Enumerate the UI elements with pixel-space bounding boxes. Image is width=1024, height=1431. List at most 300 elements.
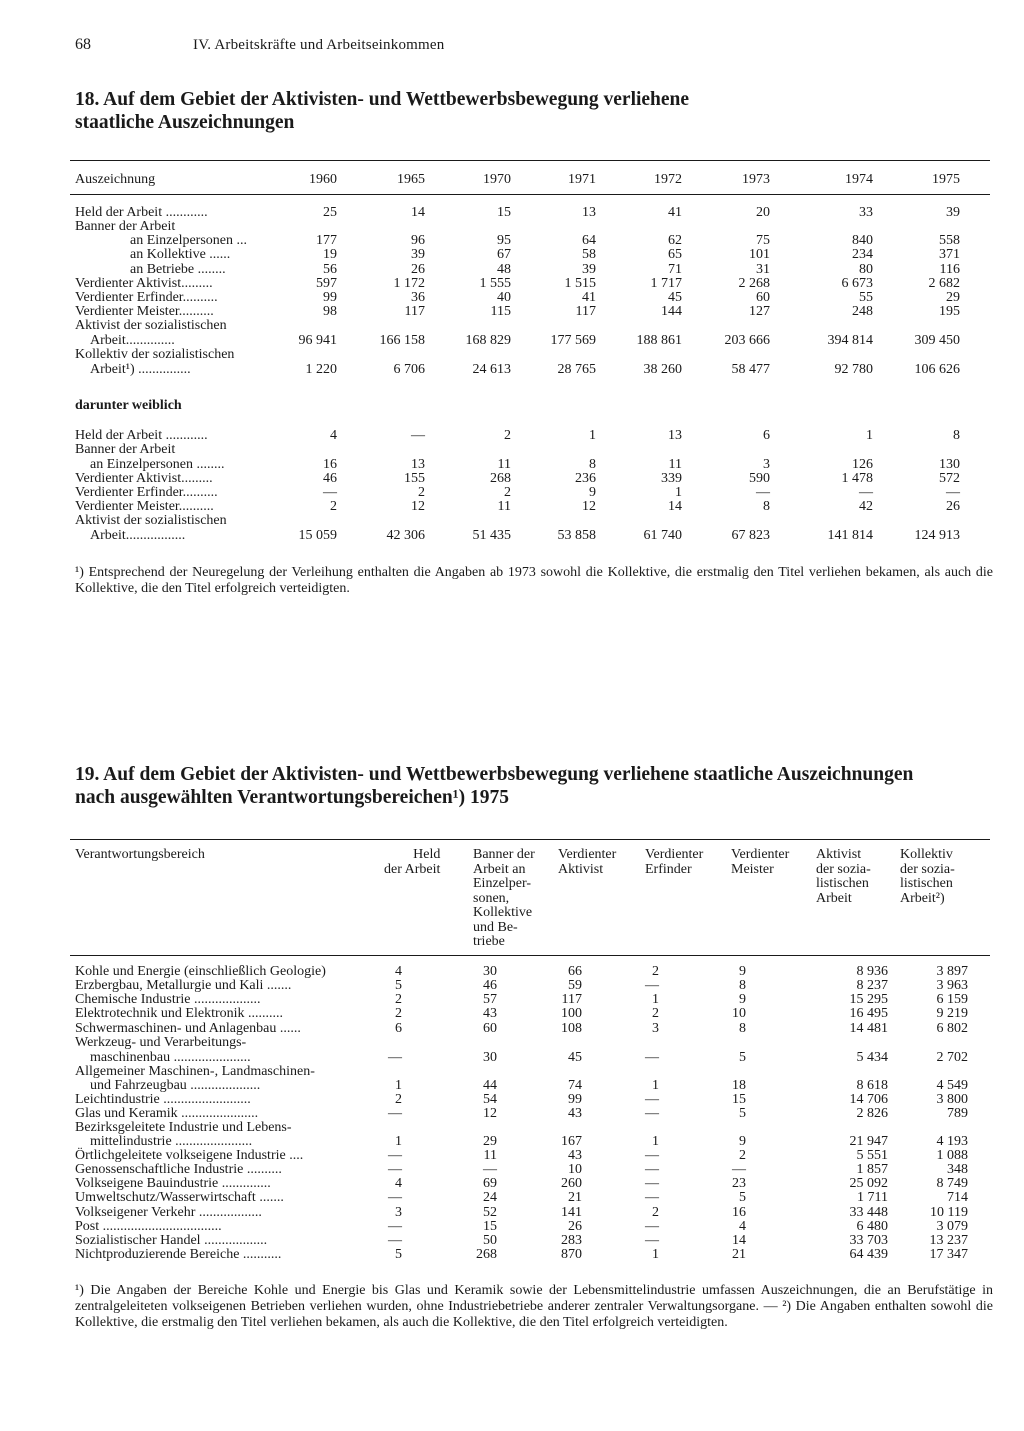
table-cell: 4 549 xyxy=(936,1078,968,1093)
table-18-footnote: ¹) Entsprechend der Neuregelung der Verleihung enthalten die Angaben ab 1973 sowohl die Kollektive, die erstmalig den Titel verliehen bekamen, als auch die Kollektive, die den Titel erfolgreich verteidigten. xyxy=(75,565,993,596)
table-cell: 21 xyxy=(732,1247,746,1262)
table-cell: 177 569 xyxy=(550,333,596,348)
table-cell: 64 439 xyxy=(849,1247,888,1262)
table-cell: 9 xyxy=(739,1134,746,1149)
table-cell: 52 xyxy=(483,1205,497,1220)
table-cell: 144 xyxy=(661,304,682,319)
table-cell: 10 119 xyxy=(930,1205,968,1220)
table-cell: 572 xyxy=(939,471,960,486)
table-cell: 5 xyxy=(739,1190,746,1205)
table-cell: 1 555 xyxy=(479,276,511,291)
table-cell: 56 xyxy=(323,262,337,277)
table-row-label: Held der Arbeit ............ xyxy=(75,205,208,220)
table-cell: 15 xyxy=(497,205,511,220)
table-cell: 24 xyxy=(483,1190,497,1205)
table-row-label: Allgemeiner Maschinen-, Landmaschinen- xyxy=(75,1064,315,1079)
table-cell: 260 xyxy=(561,1176,582,1191)
table-cell: 14 xyxy=(411,205,425,220)
table-cell: 155 xyxy=(404,471,425,486)
table-cell: 12 xyxy=(411,499,425,514)
table-cell: 1 172 xyxy=(393,276,425,291)
table-cell: 4 xyxy=(739,1219,746,1234)
table-cell: 3 800 xyxy=(936,1092,968,1107)
table-cell: 6 673 xyxy=(841,276,873,291)
table-cell: 6 xyxy=(395,1021,402,1036)
table-cell: 9 219 xyxy=(936,1006,968,1021)
table-cell: 60 xyxy=(483,1021,497,1036)
table-cell: 714 xyxy=(947,1190,968,1205)
table-cell: 2 xyxy=(418,485,425,500)
col-header-year: 1975 xyxy=(932,172,960,187)
table-cell: 1 088 xyxy=(936,1148,968,1163)
table-row-label: Örtlichgeleitete volkseigene Industrie .... xyxy=(75,1148,304,1163)
table-cell: 2 xyxy=(504,428,511,443)
table-cell: 6 802 xyxy=(936,1021,968,1036)
table-cell: 2 xyxy=(504,485,511,500)
table-cell: — xyxy=(645,1148,659,1163)
table-cell: 20 xyxy=(756,205,770,220)
table-cell: 4 xyxy=(395,1176,402,1191)
table-cell: — xyxy=(388,1106,402,1121)
table-cell: 30 xyxy=(483,964,497,979)
table-row-label: mittelindustrie ...................... xyxy=(90,1134,253,1149)
table-row-label: Leichtindustrie ......................... xyxy=(75,1092,251,1107)
table-cell: 2 xyxy=(652,964,659,979)
table-cell: 57 xyxy=(483,992,497,1007)
table-cell: 61 740 xyxy=(643,528,682,543)
table-cell: 108 xyxy=(561,1021,582,1036)
table-cell: 124 913 xyxy=(914,528,960,543)
table-cell: 106 626 xyxy=(914,362,960,377)
col-header-auszeichnung: Auszeichnung xyxy=(75,172,156,187)
table-cell: 54 xyxy=(483,1092,497,1107)
table-cell: 8 936 xyxy=(856,964,888,979)
table-cell: 100 xyxy=(561,1006,582,1021)
table-cell: 12 xyxy=(483,1106,497,1121)
table-cell: 117 xyxy=(575,304,596,319)
table-row-label: Nichtproduzierende Bereiche ........... xyxy=(75,1247,282,1262)
table-row-label: und Fahrzeugbau .................... xyxy=(90,1078,261,1093)
table-cell: 117 xyxy=(404,304,425,319)
table-cell: 339 xyxy=(661,471,682,486)
running-head: IV. Arbeitskräfte und Arbeitseinkommen xyxy=(193,37,445,53)
table-cell: 1 xyxy=(866,428,873,443)
table-cell: 2 702 xyxy=(936,1050,968,1065)
table-cell: 15 xyxy=(732,1092,746,1107)
col-header-year: 1973 xyxy=(742,172,770,187)
table-cell: 6 706 xyxy=(393,362,425,377)
table-cell: 33 703 xyxy=(849,1233,888,1248)
table-cell: 1 515 xyxy=(564,276,596,291)
table-cell: 44 xyxy=(483,1078,497,1093)
table-19-title-line2: nach ausgewählten Verantwortungsbereichen¹) 1975 xyxy=(75,787,509,808)
table-cell: 66 xyxy=(568,964,582,979)
table-cell: 2 xyxy=(395,1006,402,1021)
table-cell: 14 xyxy=(668,499,682,514)
table-cell: 45 xyxy=(668,290,682,305)
table-cell: — xyxy=(483,1162,497,1177)
table-cell: 1 717 xyxy=(650,276,682,291)
table-cell: 69 xyxy=(483,1176,497,1191)
table-cell: — xyxy=(388,1050,402,1065)
table-cell: 58 xyxy=(582,247,596,262)
table-row-label: Aktivist der sozialistischen xyxy=(75,513,227,528)
table-cell: 117 xyxy=(561,992,582,1007)
table-cell: 116 xyxy=(939,262,960,277)
table-cell: — xyxy=(388,1148,402,1163)
table-cell: 1 xyxy=(589,428,596,443)
table-row-label: Kollektiv der sozialistischen xyxy=(75,347,235,362)
table-cell: 6 xyxy=(763,428,770,443)
table-row-label: Verdienter Meister.......... xyxy=(75,499,214,514)
table-19-header-rule xyxy=(70,955,990,956)
table-cell: 26 xyxy=(411,262,425,277)
table-18-title xyxy=(75,88,815,134)
table-cell: 11 xyxy=(483,1148,497,1163)
table-cell: — xyxy=(388,1190,402,1205)
table-cell: 48 xyxy=(497,262,511,277)
table-cell: 789 xyxy=(947,1106,968,1121)
table-cell: 99 xyxy=(323,290,337,305)
table-row-label: Verdienter Erfinder.......... xyxy=(75,290,218,305)
table-cell: 167 xyxy=(561,1134,582,1149)
table-cell: 39 xyxy=(582,262,596,277)
table-row-label: an Kollektive ...... xyxy=(130,247,231,262)
table-cell: 42 306 xyxy=(386,528,425,543)
table-cell: 28 765 xyxy=(557,362,596,377)
table-cell: — xyxy=(859,485,873,500)
table-cell: 8 237 xyxy=(856,978,888,993)
table-row-label: Werkzeug- und Verarbeitungs- xyxy=(75,1035,247,1050)
table-cell: 1 xyxy=(652,992,659,1007)
table-row-label: an Einzelpersonen ... xyxy=(130,233,248,248)
table-row-label: Sozialistischer Handel .................. xyxy=(75,1233,268,1248)
table-cell: 13 237 xyxy=(929,1233,968,1248)
table-cell: 50 xyxy=(483,1233,497,1248)
table-cell: 558 xyxy=(939,233,960,248)
table-cell: 268 xyxy=(490,471,511,486)
table-cell: 1 xyxy=(652,1247,659,1262)
table-cell: 33 xyxy=(859,205,873,220)
table-row-label: Chemische Industrie ................... xyxy=(75,992,261,1007)
table-19-title-line1: 19. Auf dem Gebiet der Aktivisten- und Wettbewerbsbewegung verliehene staatliche Auszeichnungen xyxy=(75,764,914,785)
table-cell: 96 xyxy=(411,233,425,248)
table-cell: 1 xyxy=(652,1134,659,1149)
table-cell: 2 826 xyxy=(856,1106,888,1121)
table-cell: 15 059 xyxy=(298,528,337,543)
table-cell: 268 xyxy=(476,1247,497,1262)
table-cell: 9 xyxy=(589,485,596,500)
table-cell: 166 158 xyxy=(379,333,425,348)
subheader-darunter-weiblich: darunter weiblich xyxy=(75,398,182,413)
table-cell: 12 xyxy=(582,499,596,514)
table-cell: 23 xyxy=(732,1176,746,1191)
table-cell: — xyxy=(645,978,659,993)
table-cell: 203 666 xyxy=(724,333,770,348)
table-cell: — xyxy=(645,1050,659,1065)
table-cell: — xyxy=(411,428,425,443)
table-row-label: Arbeit¹) ............... xyxy=(90,362,191,377)
table-cell: 96 941 xyxy=(298,333,337,348)
table-cell: 99 xyxy=(568,1092,582,1107)
table-cell: 36 xyxy=(411,290,425,305)
table-cell: 8 xyxy=(589,457,596,472)
table-cell: 8 749 xyxy=(936,1176,968,1191)
table-cell: 2 xyxy=(652,1006,659,1021)
table-cell: 2 268 xyxy=(738,276,770,291)
table-cell: 6 159 xyxy=(936,992,968,1007)
table-cell: 62 xyxy=(668,233,682,248)
table-row-label: Verdienter Erfinder.......... xyxy=(75,485,218,500)
table-cell: 8 xyxy=(763,499,770,514)
table-cell: — xyxy=(645,1219,659,1234)
table-cell: 10 xyxy=(732,1006,746,1021)
table-cell: 1 711 xyxy=(857,1190,888,1205)
table-cell: 53 858 xyxy=(557,528,596,543)
table-cell: 126 xyxy=(852,457,873,472)
table-cell: 9 xyxy=(739,992,746,1007)
table-row-label: Kohle und Energie (einschließlich Geologie) xyxy=(75,964,326,979)
table-row-label: Genossenschaftliche Industrie .......... xyxy=(75,1162,282,1177)
table-cell: 4 xyxy=(330,428,337,443)
table-cell: — xyxy=(323,485,337,500)
table-cell: 11 xyxy=(497,499,511,514)
table-cell: 2 xyxy=(330,499,337,514)
table-cell: 64 xyxy=(582,233,596,248)
table-cell: 16 xyxy=(732,1205,746,1220)
table-cell: 141 xyxy=(561,1205,582,1220)
table-cell: 1 xyxy=(395,1134,402,1149)
col-header-year: 1970 xyxy=(483,172,511,187)
table-cell: 25 xyxy=(323,205,337,220)
table-cell: 394 814 xyxy=(827,333,873,348)
table-cell: 43 xyxy=(568,1148,582,1163)
table-18-title-line1: 18. Auf dem Gebiet der Aktivisten- und Wettbewerbsbewegung verliehene xyxy=(75,89,690,110)
table-cell: 2 xyxy=(395,992,402,1007)
table-row-label: Glas und Keramik ...................... xyxy=(75,1106,259,1121)
table-cell: 24 613 xyxy=(472,362,511,377)
table-cell: 2 xyxy=(652,1205,659,1220)
table-cell: 40 xyxy=(497,290,511,305)
table-cell: — xyxy=(645,1233,659,1248)
table-cell: 92 780 xyxy=(834,362,873,377)
table-cell: — xyxy=(388,1162,402,1177)
table-cell: 195 xyxy=(939,304,960,319)
table-row-label: Aktivist der sozialistischen xyxy=(75,318,227,333)
table-cell: 5 551 xyxy=(856,1148,888,1163)
table-cell: 71 xyxy=(668,262,682,277)
table-cell: 15 xyxy=(483,1219,497,1234)
table-cell: 67 xyxy=(497,247,511,262)
table-cell: — xyxy=(756,485,770,500)
table-cell: 840 xyxy=(852,233,873,248)
table-row-label: maschinenbau ...................... xyxy=(90,1050,251,1065)
table-cell: 1 xyxy=(652,1078,659,1093)
table-cell: 3 079 xyxy=(936,1219,968,1234)
table-cell: 17 347 xyxy=(929,1247,968,1262)
table-row-label: Erzbergbau, Metallurgie und Kali ....... xyxy=(75,978,292,993)
table-row-label: an Einzelpersonen ........ xyxy=(90,457,225,472)
table-cell: 127 xyxy=(749,304,770,319)
table-cell: 234 xyxy=(852,247,873,262)
table-cell: 4 xyxy=(395,964,402,979)
table-cell: 2 xyxy=(395,1092,402,1107)
table-cell: 46 xyxy=(323,471,337,486)
table-cell: 1 xyxy=(675,485,682,500)
table-cell: 60 xyxy=(756,290,770,305)
col-header: Aktivist der sozia- listischen Arbeit xyxy=(816,847,871,906)
table-row-label: Umweltschutz/Wasserwirtschaft ....... xyxy=(75,1190,284,1205)
table-cell: 43 xyxy=(568,1106,582,1121)
table-cell: 16 495 xyxy=(849,1006,888,1021)
table-cell: 26 xyxy=(946,499,960,514)
table-cell: 14 481 xyxy=(849,1021,888,1036)
table-cell: 309 450 xyxy=(914,333,960,348)
table-cell: 371 xyxy=(939,247,960,262)
table-cell: 16 xyxy=(323,457,337,472)
table-cell: 13 xyxy=(668,428,682,443)
table-cell: — xyxy=(645,1190,659,1205)
table-cell: 283 xyxy=(561,1233,582,1248)
table-cell: 11 xyxy=(668,457,682,472)
table-19-footnote: ¹) Die Angaben der Bereiche Kohle und Energie bis Glas und Keramik sowie der Lebensmittelindustrie umfassen Auszeichnungen, die an Berufstätige in zentralgeleiteten volkseigenen Betrieben verliehen wurden, ohne Industriebetriebe anderer zentraler Verwaltungsorgane. — ²) Die Angaben enthalten sowohl die Kollektive, die erstmalig den Titel verliehen bekamen, als auch die Kollektive, die den Titel erfolgreich verteidigten. xyxy=(75,1283,993,1330)
table-cell: 21 xyxy=(568,1190,582,1205)
table-cell: 58 477 xyxy=(731,362,770,377)
table-cell: 188 861 xyxy=(636,333,682,348)
table-row-label: Arbeit................. xyxy=(90,528,186,543)
page-number: 68 xyxy=(75,36,91,53)
table-cell: 3 xyxy=(652,1021,659,1036)
table-row-label: Banner der Arbeit xyxy=(75,219,176,234)
table-cell: 590 xyxy=(749,471,770,486)
table-cell: 11 xyxy=(497,457,511,472)
table-cell: 33 448 xyxy=(849,1205,888,1220)
table-cell: 21 947 xyxy=(849,1134,888,1149)
table-cell: 75 xyxy=(756,233,770,248)
table-cell: 9 xyxy=(739,964,746,979)
table-18-title-line2: staatliche Auszeichnungen xyxy=(75,112,295,133)
table-cell: — xyxy=(645,1106,659,1121)
table-cell: 10 xyxy=(568,1162,582,1177)
table-cell: 3 xyxy=(763,457,770,472)
table-cell: 236 xyxy=(575,471,596,486)
table-cell: 41 xyxy=(668,205,682,220)
table-cell: 1 857 xyxy=(856,1162,888,1177)
table-cell: 25 092 xyxy=(849,1176,888,1191)
col-header-verantwortungsbereich: Verantwortungsbereich xyxy=(75,847,205,862)
table-cell: 6 480 xyxy=(856,1219,888,1234)
table-cell: 13 xyxy=(411,457,425,472)
table-row-label: Held der Arbeit ............ xyxy=(75,428,208,443)
table-cell: 43 xyxy=(483,1006,497,1021)
table-cell: 19 xyxy=(323,247,337,262)
table-cell: 67 823 xyxy=(731,528,770,543)
table-cell: 177 xyxy=(316,233,337,248)
table-cell: 5 xyxy=(395,1247,402,1262)
table-row-label: Banner der Arbeit xyxy=(75,442,176,457)
table-cell: 31 xyxy=(756,262,770,277)
col-header: Verdienter Aktivist xyxy=(558,847,617,877)
table-cell: — xyxy=(645,1092,659,1107)
table-cell: — xyxy=(388,1233,402,1248)
table-row-label: Verdienter Aktivist......... xyxy=(75,276,213,291)
col-header: Kollektiv der sozia- listischen Arbeit²) xyxy=(900,847,955,906)
table-cell: 5 434 xyxy=(856,1050,888,1065)
table-cell: — xyxy=(645,1176,659,1191)
table-cell: 4 193 xyxy=(936,1134,968,1149)
table-cell: 8 618 xyxy=(856,1078,888,1093)
table-cell: 46 xyxy=(483,978,497,993)
table-cell: 59 xyxy=(568,978,582,993)
table-cell: 51 435 xyxy=(472,528,511,543)
col-header: Verdienter Meister xyxy=(731,847,790,877)
col-header-year: 1971 xyxy=(568,172,596,187)
table-cell: 13 xyxy=(582,205,596,220)
col-header: Held der Arbeit xyxy=(384,847,441,877)
table-cell: 3 963 xyxy=(936,978,968,993)
table-row-label: Volkseigener Verkehr .................. xyxy=(75,1205,262,1220)
table-cell: 39 xyxy=(946,205,960,220)
table-cell: 8 xyxy=(953,428,960,443)
col-header: Banner der Arbeit an Einzelper- sonen, Kollektive und Be- triebe xyxy=(473,847,535,949)
table-cell: 8 xyxy=(739,978,746,993)
table-cell: 95 xyxy=(497,233,511,248)
table-cell: 45 xyxy=(568,1050,582,1065)
table-cell: 3 xyxy=(395,1205,402,1220)
table-row-label: Post .................................. xyxy=(75,1219,222,1234)
table-cell: 18 xyxy=(732,1078,746,1093)
table-cell: 2 xyxy=(739,1148,746,1163)
table-cell: 26 xyxy=(568,1219,582,1234)
table-row-label: Elektrotechnik und Elektronik .......... xyxy=(75,1006,284,1021)
table-cell: 141 814 xyxy=(827,528,873,543)
table-cell: 14 xyxy=(732,1233,746,1248)
table-cell: 65 xyxy=(668,247,682,262)
table-cell: 5 xyxy=(739,1106,746,1121)
table-cell: 248 xyxy=(852,304,873,319)
table-cell: 80 xyxy=(859,262,873,277)
table-cell: 5 xyxy=(395,978,402,993)
table-cell: 3 897 xyxy=(936,964,968,979)
table-row-label: Arbeit.............. xyxy=(90,333,175,348)
table-row-label: an Betriebe ........ xyxy=(130,262,226,277)
table-row-label: Volkseigene Bauindustrie .............. xyxy=(75,1176,271,1191)
table-row-label: Verdienter Meister.......... xyxy=(75,304,214,319)
table-cell: 41 xyxy=(582,290,596,305)
table-cell: — xyxy=(388,1219,402,1234)
table-row-label: Verdienter Aktivist......... xyxy=(75,471,213,486)
table-cell: 101 xyxy=(749,247,770,262)
table-cell: 30 xyxy=(483,1050,497,1065)
table-cell: — xyxy=(645,1162,659,1177)
col-header-year: 1972 xyxy=(654,172,682,187)
table-cell: 29 xyxy=(946,290,960,305)
col-header-year: 1960 xyxy=(309,172,337,187)
table-19-title xyxy=(75,763,995,809)
table-cell: 1 478 xyxy=(841,471,873,486)
table-cell: 870 xyxy=(561,1247,582,1262)
table-cell: 130 xyxy=(939,457,960,472)
table-cell: — xyxy=(946,485,960,500)
col-header-year: 1965 xyxy=(397,172,425,187)
table-cell: 168 829 xyxy=(465,333,511,348)
table-cell: 98 xyxy=(323,304,337,319)
table-cell: 597 xyxy=(316,276,337,291)
col-header: Verdienter Erfinder xyxy=(645,847,704,877)
table-18-header-rule xyxy=(70,194,990,195)
table-cell: 15 295 xyxy=(849,992,888,1007)
col-header-year: 1974 xyxy=(845,172,873,187)
